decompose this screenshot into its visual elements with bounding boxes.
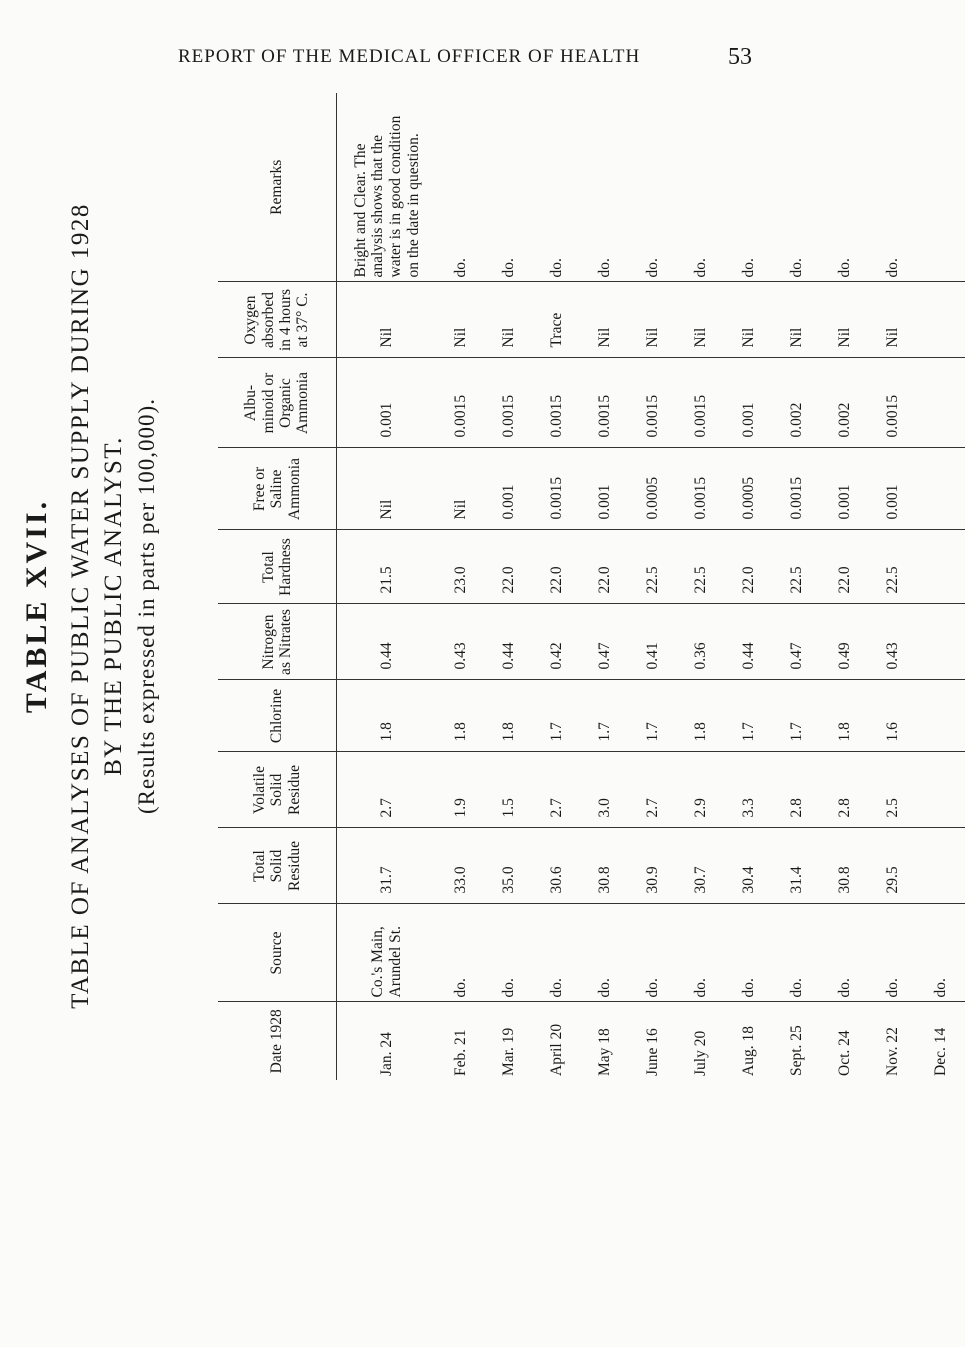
volatile-solid-residue-cell: 2.7	[629, 752, 677, 828]
nitrates-cell: 0.44	[337, 604, 438, 680]
remarks-cell: do.	[788, 258, 805, 278]
column-header: Remarks	[218, 93, 337, 282]
chlorine-cell: 1.8	[821, 680, 869, 752]
hardness-cell: 22.0	[821, 530, 869, 604]
albuminoid-ammonia-cell: 0.0015	[869, 358, 917, 448]
remarks-cell: Bright and Clear. The analysis shows that the water is in good condition on the date in question.	[351, 115, 422, 278]
hardness-cell: 21.5	[337, 530, 438, 604]
remarks-cell: do.	[884, 258, 901, 278]
total-solid-residue-cell: 33.0	[437, 828, 485, 904]
remarks-cell: do.	[596, 258, 613, 278]
total-solid-residue-cell: 29.5	[869, 828, 917, 904]
chlorine-cell: 1.8	[437, 680, 485, 752]
source-cell: do.	[581, 904, 629, 1002]
source-cell: do.	[485, 904, 533, 1002]
nitrates-cell: 0.43	[437, 604, 485, 680]
albuminoid-ammonia-cell	[917, 358, 965, 448]
column-header: Free or Saline Ammonia	[218, 448, 337, 530]
oxygen-absorbed-cell: Nil	[337, 282, 438, 358]
nitrates-cell: 0.42	[533, 604, 581, 680]
albuminoid-ammonia-cell: 0.0015	[629, 358, 677, 448]
hardness-cell: 22.0	[533, 530, 581, 604]
table-row	[821, 93, 869, 1080]
source-cell: do.	[917, 904, 965, 1002]
chlorine-cell: 1.7	[629, 680, 677, 752]
oxygen-absorbed-cell: Nil	[725, 282, 773, 358]
free-ammonia-cell: 0.0015	[773, 448, 821, 530]
free-ammonia-cell: 0.0005	[725, 448, 773, 530]
albuminoid-ammonia-cell: 0.001	[725, 358, 773, 448]
albuminoid-ammonia-cell: 0.002	[821, 358, 869, 448]
date-cell: Nov. 22	[869, 1002, 917, 1080]
column-header: Volatile Solid Residue	[218, 752, 337, 828]
source-cell: do.	[725, 904, 773, 1002]
free-ammonia-cell: 0.0005	[629, 448, 677, 530]
oxygen-absorbed-cell: Trace	[533, 282, 581, 358]
total-solid-residue-cell	[917, 828, 965, 904]
oxygen-absorbed-cell: Nil	[773, 282, 821, 358]
table-row	[677, 93, 725, 1080]
volatile-solid-residue-cell: 2.9	[677, 752, 725, 828]
source-cell: do.	[677, 904, 725, 1002]
remarks-cell: do.	[644, 258, 661, 278]
volatile-solid-residue-cell: 1.9	[437, 752, 485, 828]
source-cell: do.	[437, 904, 485, 1002]
chlorine-cell: 1.7	[725, 680, 773, 752]
table-title-line2: BY THE PUBLIC ANALYST.	[100, 436, 127, 776]
remarks-cell: do.	[452, 258, 469, 278]
water-analysis-table	[218, 93, 965, 1080]
date-cell: Dec. 14	[917, 1002, 965, 1080]
remarks-cell: do.	[740, 258, 757, 278]
nitrates-cell: 0.41	[629, 604, 677, 680]
volatile-solid-residue-cell: 2.7	[337, 752, 438, 828]
remarks-cell: do.	[548, 258, 565, 278]
table-row	[629, 93, 677, 1080]
chlorine-cell: 1.6	[869, 680, 917, 752]
nitrates-cell: 0.47	[581, 604, 629, 680]
table-row	[869, 93, 917, 1080]
total-solid-residue-cell: 30.8	[581, 828, 629, 904]
chlorine-cell	[917, 680, 965, 752]
source-cell: do.	[869, 904, 917, 1002]
remarks-cell	[917, 93, 965, 282]
albuminoid-ammonia-cell: 0.001	[337, 358, 438, 448]
date-cell: Sept. 25	[773, 1002, 821, 1080]
page-header	[0, 46, 800, 76]
total-solid-residue-cell: 31.4	[773, 828, 821, 904]
free-ammonia-cell: 0.001	[485, 448, 533, 530]
hardness-cell: 22.0	[725, 530, 773, 604]
table-row	[581, 93, 629, 1080]
hardness-cell: 22.5	[869, 530, 917, 604]
column-header: Date 1928	[218, 1002, 337, 1080]
nitrates-cell	[917, 604, 965, 680]
total-solid-residue-cell: 30.9	[629, 828, 677, 904]
nitrates-cell: 0.44	[725, 604, 773, 680]
chlorine-cell: 1.7	[581, 680, 629, 752]
free-ammonia-cell: 0.001	[821, 448, 869, 530]
date-cell: Aug. 18	[725, 1002, 773, 1080]
oxygen-absorbed-cell: Nil	[581, 282, 629, 358]
table-row	[725, 93, 773, 1080]
total-solid-residue-cell: 30.8	[821, 828, 869, 904]
date-cell: April 20	[533, 1002, 581, 1080]
volatile-solid-residue-cell	[917, 752, 965, 828]
table-label: TABLE XVII.	[20, 498, 53, 714]
albuminoid-ammonia-cell: 0.0015	[677, 358, 725, 448]
table-title-line1: TABLE OF ANALYSES OF PUBLIC WATER SUPPLY DURING 1928	[67, 203, 94, 1009]
oxygen-absorbed-cell: Nil	[869, 282, 917, 358]
source-cell: do.	[821, 904, 869, 1002]
albuminoid-ammonia-cell: 0.002	[773, 358, 821, 448]
chlorine-cell: 1.7	[773, 680, 821, 752]
source-cell: do.	[533, 904, 581, 1002]
albuminoid-ammonia-cell: 0.0015	[533, 358, 581, 448]
remarks-cell: do.	[692, 258, 709, 278]
oxygen-absorbed-cell: Nil	[485, 282, 533, 358]
date-cell: Mar. 19	[485, 1002, 533, 1080]
nitrates-cell: 0.43	[869, 604, 917, 680]
total-solid-residue-cell: 30.7	[677, 828, 725, 904]
nitrates-cell: 0.36	[677, 604, 725, 680]
volatile-solid-residue-cell: 2.8	[821, 752, 869, 828]
total-solid-residue-cell: 30.4	[725, 828, 773, 904]
hardness-cell: 22.5	[677, 530, 725, 604]
chlorine-cell: 1.7	[533, 680, 581, 752]
oxygen-absorbed-cell: Nil	[437, 282, 485, 358]
date-cell: Jan. 24	[337, 1002, 438, 1080]
volatile-solid-residue-cell: 2.8	[773, 752, 821, 828]
hardness-cell: 23.0	[437, 530, 485, 604]
column-header: Nitrogen as Nitrates	[218, 604, 337, 680]
table-row	[533, 93, 581, 1080]
date-cell: May 18	[581, 1002, 629, 1080]
total-solid-residue-cell: 31.7	[337, 828, 438, 904]
volatile-solid-residue-cell: 2.7	[533, 752, 581, 828]
source-cell: do.	[629, 904, 677, 1002]
oxygen-absorbed-cell	[917, 282, 965, 358]
rotated-table-page	[0, 86, 949, 1126]
volatile-solid-residue-cell: 3.3	[725, 752, 773, 828]
remarks-cell: do.	[836, 258, 853, 278]
free-ammonia-cell: 0.0015	[533, 448, 581, 530]
table-row	[917, 93, 965, 1080]
free-ammonia-cell	[917, 448, 965, 530]
free-ammonia-cell: Nil	[337, 448, 438, 530]
chlorine-cell: 1.8	[337, 680, 438, 752]
hardness-cell	[917, 530, 965, 604]
volatile-solid-residue-cell: 3.0	[581, 752, 629, 828]
oxygen-absorbed-cell: Nil	[677, 282, 725, 358]
header-row	[218, 93, 337, 1080]
hardness-cell: 22.0	[581, 530, 629, 604]
column-header: Oxygen absorbed in 4 hours at 37° C.	[218, 282, 337, 358]
oxygen-absorbed-cell: Nil	[629, 282, 677, 358]
column-header: Total Hardness	[218, 530, 337, 604]
chlorine-cell: 1.8	[485, 680, 533, 752]
albuminoid-ammonia-cell: 0.0015	[581, 358, 629, 448]
hardness-cell: 22.5	[773, 530, 821, 604]
free-ammonia-cell: 0.001	[869, 448, 917, 530]
page-number: 53	[728, 44, 752, 70]
albuminoid-ammonia-cell: 0.0015	[485, 358, 533, 448]
source-cell: Co.'s Main, Arundel St.	[337, 904, 438, 1002]
nitrates-cell: 0.47	[773, 604, 821, 680]
column-header: Albu- minoid or Organic Ammonia	[218, 358, 337, 448]
date-cell: Oct. 24	[821, 1002, 869, 1080]
source-cell: do.	[773, 904, 821, 1002]
nitrates-cell: 0.44	[485, 604, 533, 680]
table-row	[485, 93, 533, 1080]
hardness-cell: 22.0	[485, 530, 533, 604]
column-header: Total Solid Residue	[218, 828, 337, 904]
total-solid-residue-cell: 30.6	[533, 828, 581, 904]
free-ammonia-cell: 0.001	[581, 448, 629, 530]
table-row	[773, 93, 821, 1080]
volatile-solid-residue-cell: 2.5	[869, 752, 917, 828]
table-row	[437, 93, 485, 1080]
column-header: Source	[218, 904, 337, 1002]
free-ammonia-cell: 0.0015	[677, 448, 725, 530]
nitrates-cell: 0.49	[821, 604, 869, 680]
table-row	[337, 93, 438, 1080]
albuminoid-ammonia-cell: 0.0015	[437, 358, 485, 448]
table-subtitle: (Results expressed in parts per 100,000).	[134, 398, 159, 814]
column-header: Chlorine	[218, 680, 337, 752]
date-cell: July 20	[677, 1002, 725, 1080]
volatile-solid-residue-cell: 1.5	[485, 752, 533, 828]
date-cell: June 16	[629, 1002, 677, 1080]
total-solid-residue-cell: 35.0	[485, 828, 533, 904]
remarks-cell: do.	[500, 258, 517, 278]
oxygen-absorbed-cell: Nil	[821, 282, 869, 358]
hardness-cell: 22.5	[629, 530, 677, 604]
running-title: REPORT OF THE MEDICAL OFFICER OF HEALTH	[178, 46, 641, 67]
free-ammonia-cell: Nil	[437, 448, 485, 530]
chlorine-cell: 1.8	[677, 680, 725, 752]
date-cell: Feb. 21	[437, 1002, 485, 1080]
